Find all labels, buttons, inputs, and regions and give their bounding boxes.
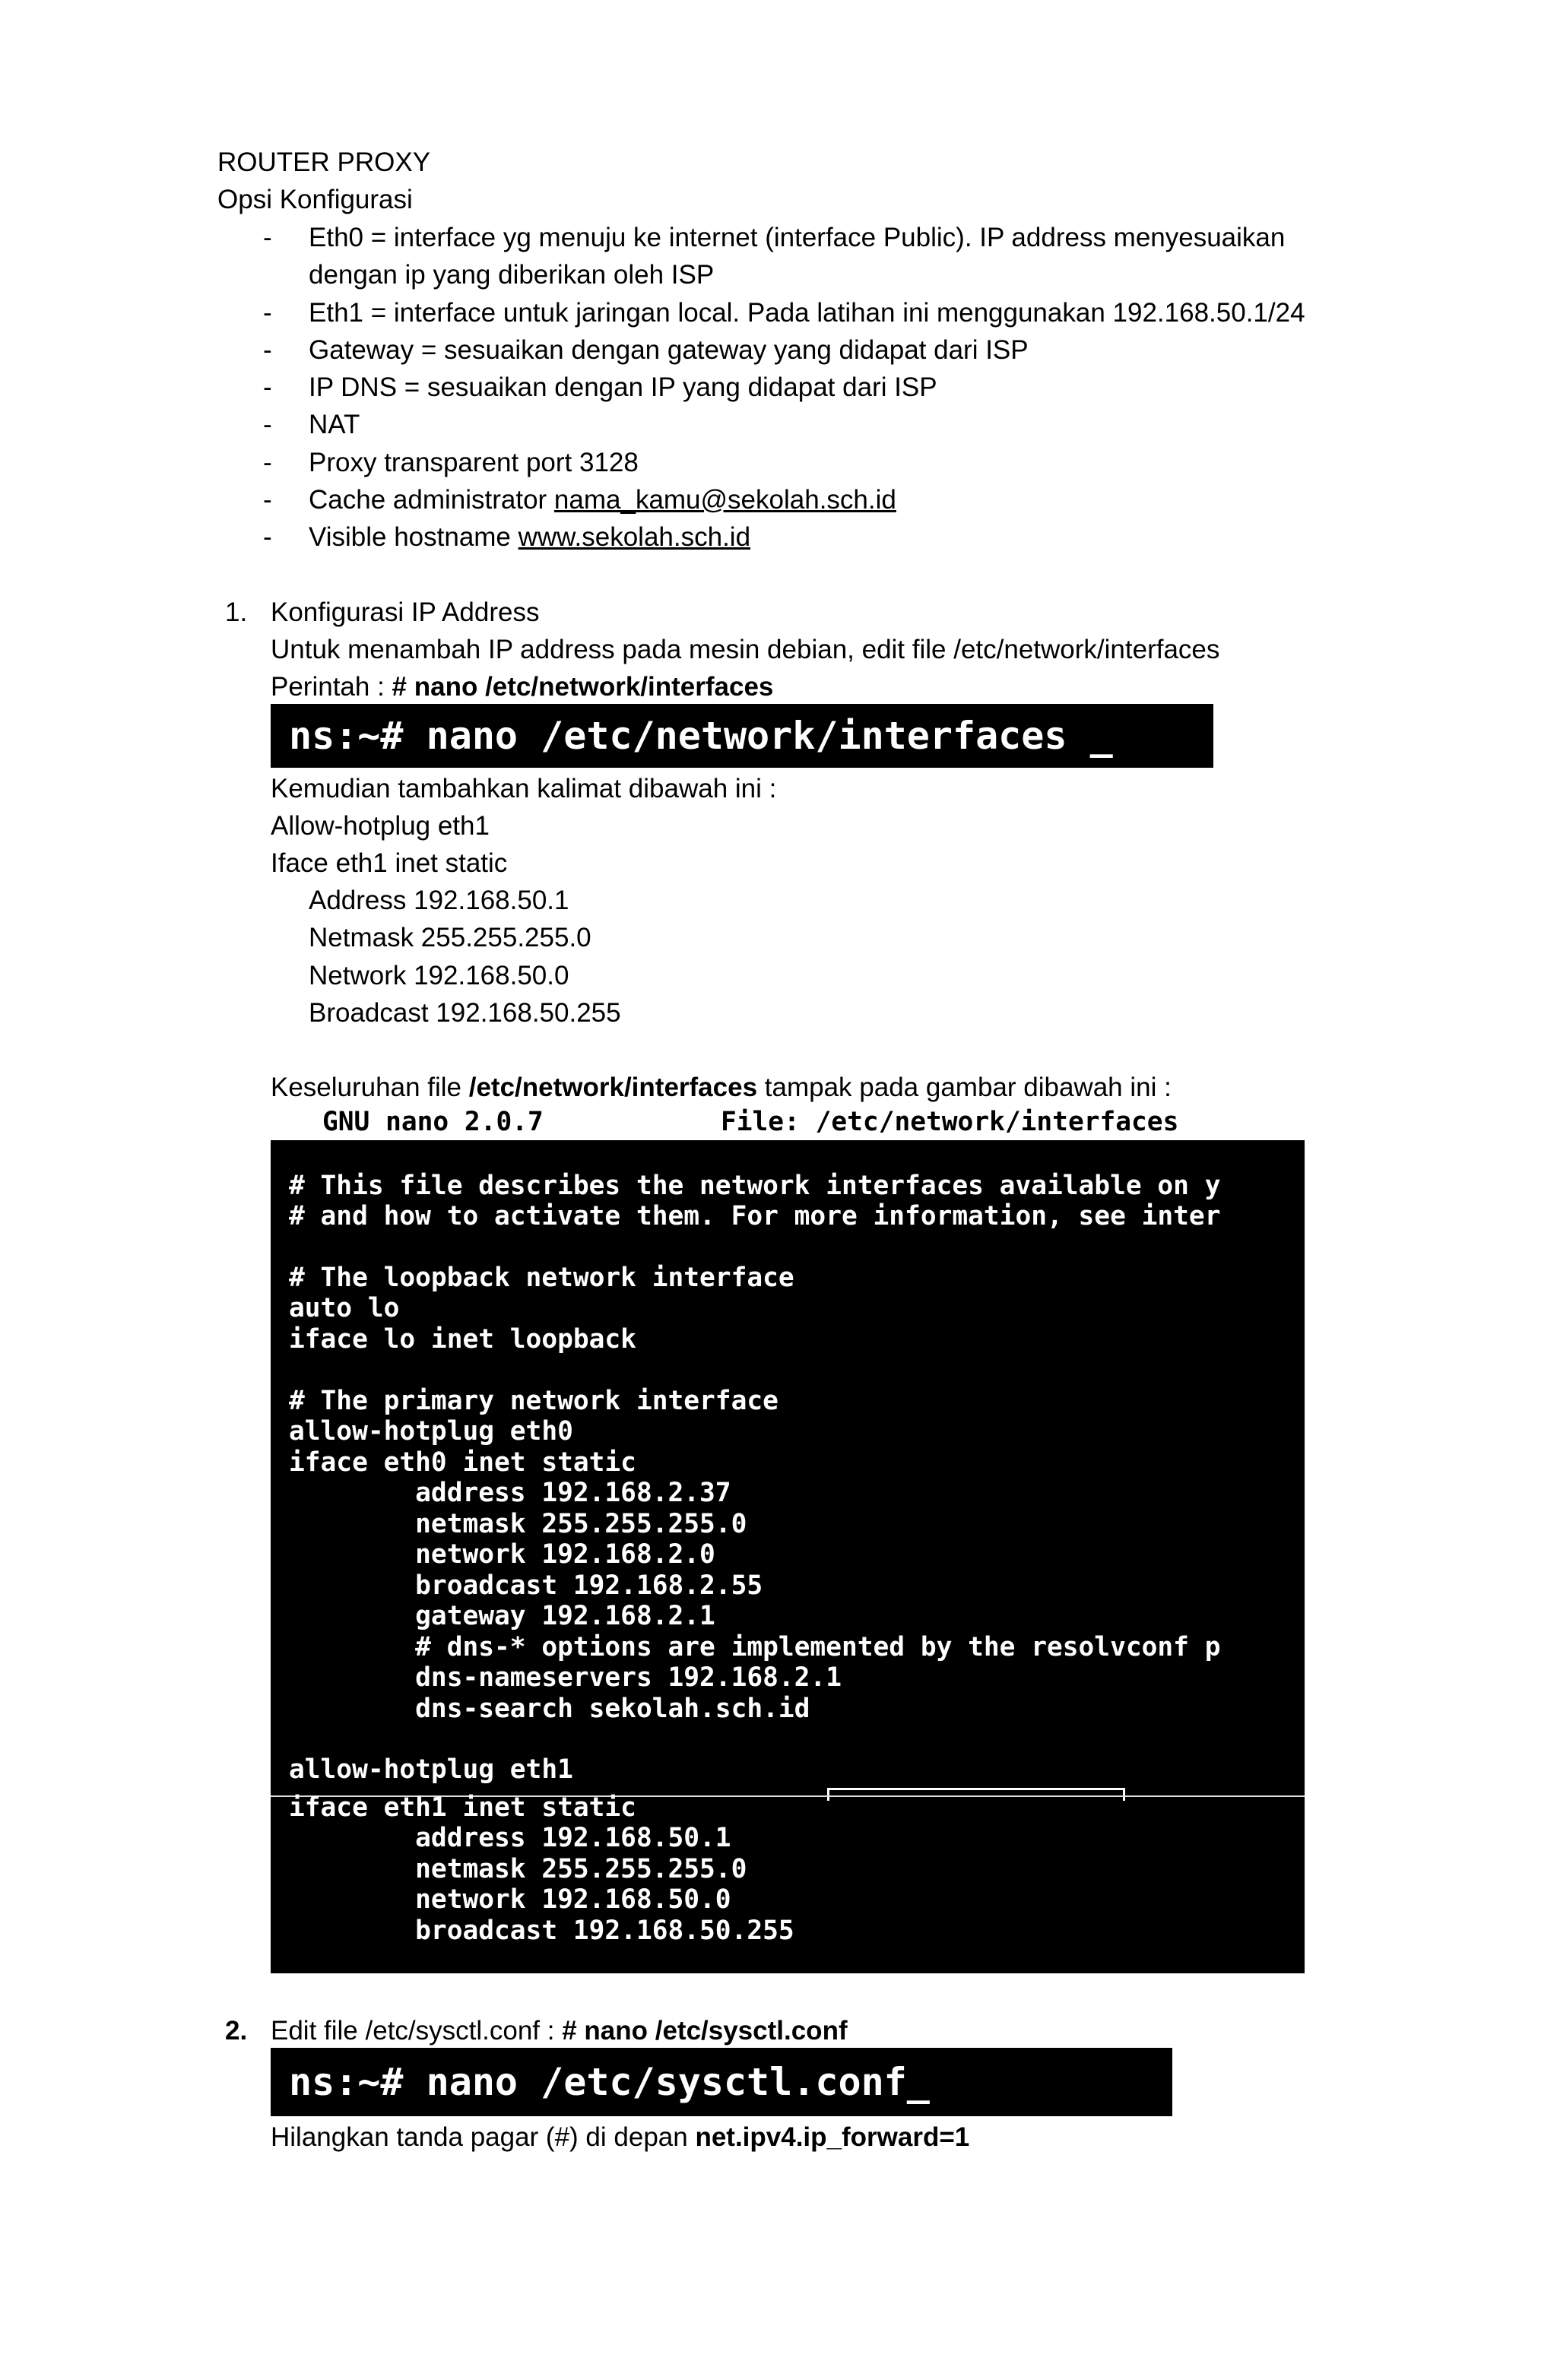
config-broadcast: Broadcast 192.168.50.255: [309, 998, 621, 1028]
nano-line: network 192.168.50.0: [289, 1884, 731, 1915]
section-subtitle: Opsi Konfigurasi: [217, 185, 413, 214]
nano-line: address 192.168.2.37: [289, 1478, 731, 1508]
nano-line: # This file describes the network interfaces available on y: [289, 1171, 1221, 1201]
nano-line: allow-hotplug eth0: [289, 1416, 573, 1447]
list-dash: -: [263, 485, 272, 515]
nano-line: # The loopback network interface: [289, 1263, 794, 1293]
option-nat: NAT: [309, 410, 360, 439]
nano-content: [271, 1147, 1305, 1785]
option-proxy: Proxy transparent port 3128: [309, 448, 639, 477]
nano-line: address 192.168.50.1: [289, 1823, 731, 1853]
option-gateway: Gateway = sesuaikan dengan gateway yang didapat dari ISP: [309, 335, 1029, 365]
step2-remove-instruction: [271, 2121, 969, 2154]
nano-line: network 192.168.2.0: [289, 1539, 715, 1570]
step2-command: # nano /etc/sysctl.conf: [562, 2016, 848, 2046]
caption-file-path: /etc/network/interfaces: [468, 1073, 758, 1102]
nano-line: iface eth0 inet static: [289, 1447, 636, 1478]
nano-line: netmask 255.255.255.0: [289, 1509, 747, 1539]
step2-text: Edit file /etc/sysctl.conf :: [271, 2016, 563, 2046]
step2-instruction: [271, 2014, 848, 2048]
nano-line: # and how to activate them. For more information, see inter: [289, 1201, 1221, 1231]
step1-description: Untuk menambah IP address pada mesin debian, edit file /etc/network/interfaces: [271, 635, 1220, 664]
nano-line: # The primary network interface: [289, 1386, 778, 1416]
document-title: ROUTER PROXY: [217, 147, 431, 177]
option-eth0-cont: dengan ip yang diberikan oleh ISP: [309, 260, 715, 290]
option-eth0: Eth0 = interface yg menuju ke internet (interface Public). IP address menyesuaikan: [309, 223, 1286, 252]
nano-line: dns-search sekolah.sch.id: [289, 1694, 810, 1724]
nano-line: iface lo inet loopback: [289, 1324, 636, 1355]
step2-number: [225, 2014, 247, 2048]
nano-line: auto lo: [289, 1293, 400, 1323]
list-dash: -: [263, 298, 272, 328]
caption-text: tampak pada gambar dibawah ini :: [757, 1073, 1172, 1102]
nano-line: gateway 192.168.2.1: [289, 1601, 715, 1631]
option-eth1: Eth1 = interface untuk jaringan local. Pada latihan ini menggunakan 192.168.50.1/24: [309, 298, 1305, 328]
list-dash: -: [263, 335, 272, 365]
nano-line: allow-hotplug eth1: [289, 1754, 573, 1785]
visible-hostname-link[interactable]: www.sekolah.sch.id: [518, 522, 751, 552]
caption-text: Keseluruhan file: [271, 1073, 469, 1102]
nano-editor-screenshot: [271, 1104, 1305, 1973]
config-line: Iface eth1 inet static: [271, 848, 508, 878]
cache-admin-label: Cache administrator: [309, 485, 554, 515]
nano-version: GNU nano 2.0.7: [322, 1107, 544, 1137]
step1-heading: Konfigurasi IP Address: [271, 597, 540, 627]
step2-number-text: 2.: [225, 2016, 248, 2046]
option-visible-hostname: [309, 521, 750, 554]
remove-text: Hilangkan tanda pagar (#) di depan: [271, 2122, 696, 2152]
config-network: Network 192.168.50.0: [309, 961, 569, 990]
command-text: # nano /etc/network/interfaces: [392, 672, 774, 702]
nano-line: broadcast 192.168.2.55: [289, 1570, 763, 1601]
nano-filename: File: /etc/network/interfaces: [721, 1107, 1179, 1137]
list-dash: -: [263, 522, 272, 552]
list-dash: -: [263, 372, 272, 402]
whole-file-caption: [271, 1071, 1172, 1104]
nano-line: broadcast 192.168.50.255: [289, 1916, 794, 1946]
list-dash: -: [263, 410, 272, 439]
terminal-nano-interfaces: ns:~# nano /etc/network/interfaces _: [271, 704, 1213, 768]
option-dns: IP DNS = sesuaikan dengan IP yang didapat dari ISP: [309, 372, 937, 402]
nano-status-box: [827, 1788, 1125, 1801]
step1-command-line: [271, 670, 773, 704]
ip-forward-setting: net.ipv4.ip_forward=1: [695, 2122, 970, 2152]
add-text-instruction: Kemudian tambahkan kalimat dibawah ini :: [271, 774, 777, 803]
step1-number: 1.: [225, 597, 248, 627]
nano-line: netmask 255.255.255.0: [289, 1854, 747, 1884]
nano-title-bar: [271, 1104, 1305, 1140]
config-line: Allow-hotplug eth1: [271, 811, 490, 841]
list-dash: -: [263, 223, 272, 252]
option-cache-admin: [309, 483, 896, 517]
config-netmask: Netmask 255.255.255.0: [309, 923, 591, 952]
cache-admin-email-link[interactable]: nama_kamu@sekolah.sch.id: [553, 485, 896, 515]
nano-line: iface eth1 inet static: [289, 1792, 636, 1823]
list-dash: -: [263, 448, 272, 477]
visible-hostname-label: Visible hostname: [309, 522, 518, 552]
config-address: Address 192.168.50.1: [309, 886, 569, 915]
nano-line: # dns-* options are implemented by the resolvconf p: [289, 1632, 1221, 1662]
nano-line: dns-nameservers 192.168.2.1: [289, 1662, 842, 1693]
terminal-nano-sysctl: ns:~# nano /etc/sysctl.conf_: [271, 2048, 1172, 2116]
command-label: Perintah :: [271, 672, 392, 702]
